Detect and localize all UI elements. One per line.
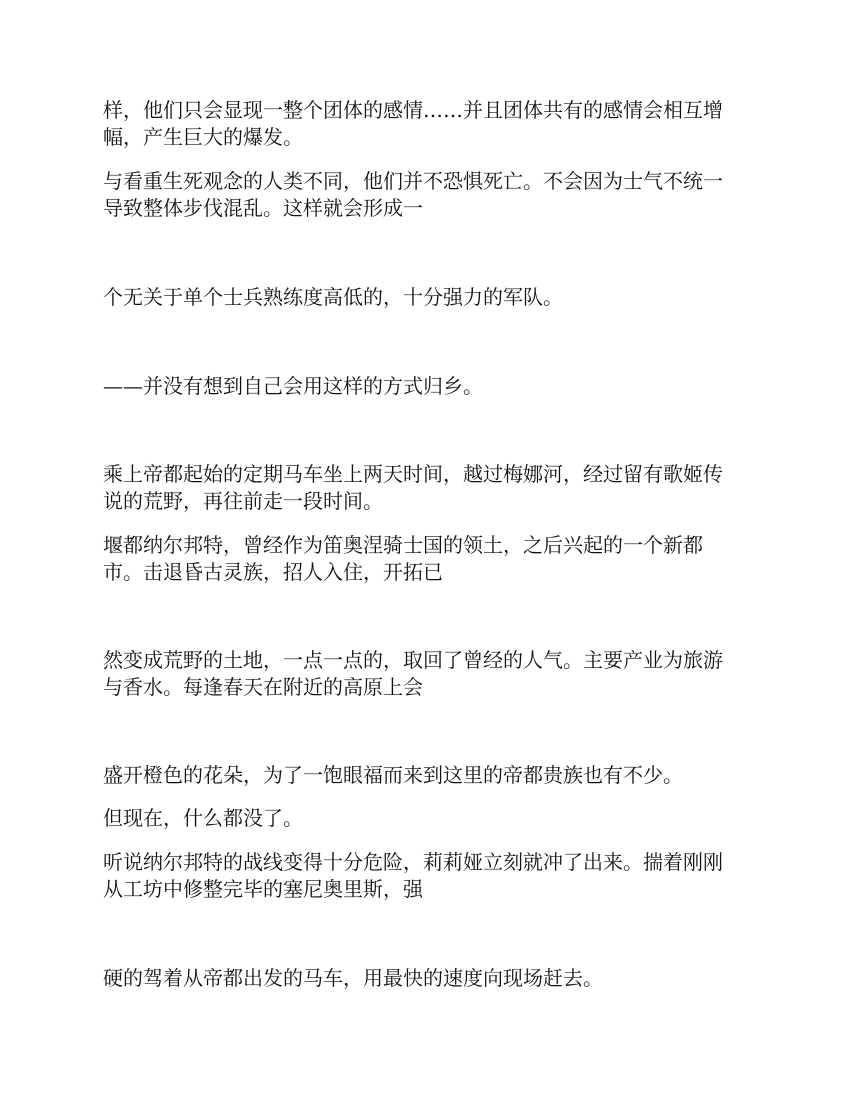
paragraph-11 (103, 965, 753, 992)
paragraph-5 (103, 461, 753, 515)
text-line: 但现在，什么都没了。 (103, 806, 303, 830)
text-line: 与香水。每逢春天在附近的高原上会 (103, 675, 423, 699)
paragraph-9 (103, 805, 753, 832)
text-line: 硬的驾着从帝都出发的马车，用最快的速度向现场赶去。 (103, 966, 603, 990)
paragraph-10 (103, 849, 753, 903)
text-line: 个无关于单个士兵熟练度高低的，十分强力的军队。 (103, 285, 563, 309)
paragraph-6 (103, 532, 753, 586)
text-line: 听说纳尔邦特的战线变得十分危险，莉莉娅立刻就冲了出来。揣着刚刚 (103, 850, 723, 874)
text-line: 样，他们只会显现一整个团体的感情……并且团体共有的感情会相互增 (103, 98, 723, 122)
text-line: 幅，产生巨大的爆发。 (103, 125, 303, 149)
text-line: ——并没有想到自己会用这样的方式归乡。 (103, 374, 483, 398)
text-line: 说的荒野，再往前走一段时间。 (103, 489, 383, 513)
paragraph-7 (103, 647, 753, 701)
paragraph-8 (103, 762, 753, 789)
paragraph-4 (103, 373, 753, 400)
text-line: 与看重生死观念的人类不同，他们并不恐惧死亡。不会因为士气不统一 (103, 169, 723, 193)
paragraph-2 (103, 168, 753, 222)
text-line: 盛开橙色的花朵，为了一饱眼福而来到这里的帝都贵族也有不少。 (103, 763, 683, 787)
text-line: 乘上帝都起始的定期马车坐上两天时间，越过梅娜河，经过留有歌姬传 (103, 462, 723, 486)
text-line: 导致整体步伐混乱。这样就会形成一 (103, 196, 423, 220)
text-line: 从工坊中修整完毕的塞尼奥里斯，强 (103, 877, 423, 901)
text-line: 然变成荒野的土地，一点一点的，取回了曾经的人气。主要产业为旅游 (103, 648, 723, 672)
text-line: 市。击退昏古灵族，招人入住，开拓已 (103, 560, 443, 584)
paragraph-1 (103, 97, 753, 151)
paragraph-3 (103, 284, 753, 311)
text-line: 堰都纳尔邦特，曾经作为笛奥涅骑士国的领土，之后兴起的一个新都 (103, 533, 703, 557)
